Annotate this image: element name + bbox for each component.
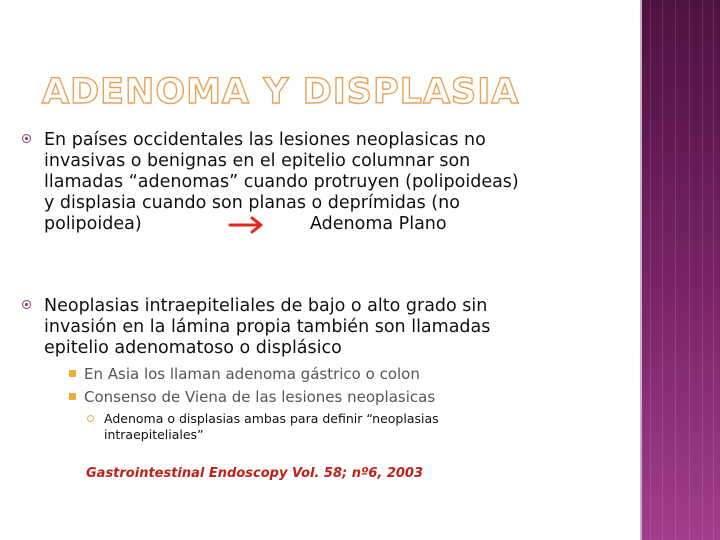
sub-sub-item-line-2: intraepiteliales”: [104, 427, 204, 442]
bullet-2: [44, 296, 604, 359]
bullet-1-last-right: Adenoma Plano: [310, 214, 447, 234]
bullet-2-line-1: Neoplasias intraepiteliales de bajo o alto grado sin: [44, 296, 488, 316]
sub-item-2-text: Consenso de Viena de las lesiones neoplasicas: [84, 388, 436, 406]
bullet-2-line-3: epitelio adenomatoso o displásico: [44, 338, 342, 358]
sub-sub-item-line-1: Adenoma o displasias ambas para definir “neoplasias: [104, 411, 439, 426]
right-arrow-icon: [228, 216, 266, 234]
square-bullet-icon: [69, 393, 76, 400]
bullet-1-last-left: polipoidea): [44, 214, 142, 234]
bullet-1-line-2: invasivas o benignas en el epitelio columnar son: [44, 151, 471, 171]
bullet-1-line-1: En países occidentales las lesiones neoplasicas no: [44, 130, 486, 150]
sub-item-2: [84, 387, 604, 408]
bullet-2-line-2: invasión en la lámina propia también son llamadas: [44, 317, 491, 337]
bullet-1-line-4: y displasia cuando son planas o deprímidas (no: [44, 193, 460, 213]
small-ring-bullet-icon: [87, 415, 94, 422]
ring-bullet-icon: [22, 134, 31, 143]
citation: Gastrointestinal Endoscopy Vol. 58; nº6, 2003: [86, 466, 424, 481]
sub-sub-item: [104, 411, 544, 443]
bullet-1-line-3: llamadas “adenomas” cuando protruyen (polipoideas): [44, 172, 519, 192]
square-bullet-icon: [69, 370, 76, 377]
sub-item-1: [84, 364, 604, 385]
slide-title: ADENOMA Y DISPLASIA: [42, 72, 520, 112]
ring-bullet-icon: [22, 300, 31, 309]
bullet-1: [44, 130, 604, 235]
decorative-sidebar: [642, 0, 720, 540]
sub-item-1-text: En Asia los llaman adenoma gástrico o colon: [84, 365, 420, 383]
bullet-1-line-5: [44, 214, 604, 235]
